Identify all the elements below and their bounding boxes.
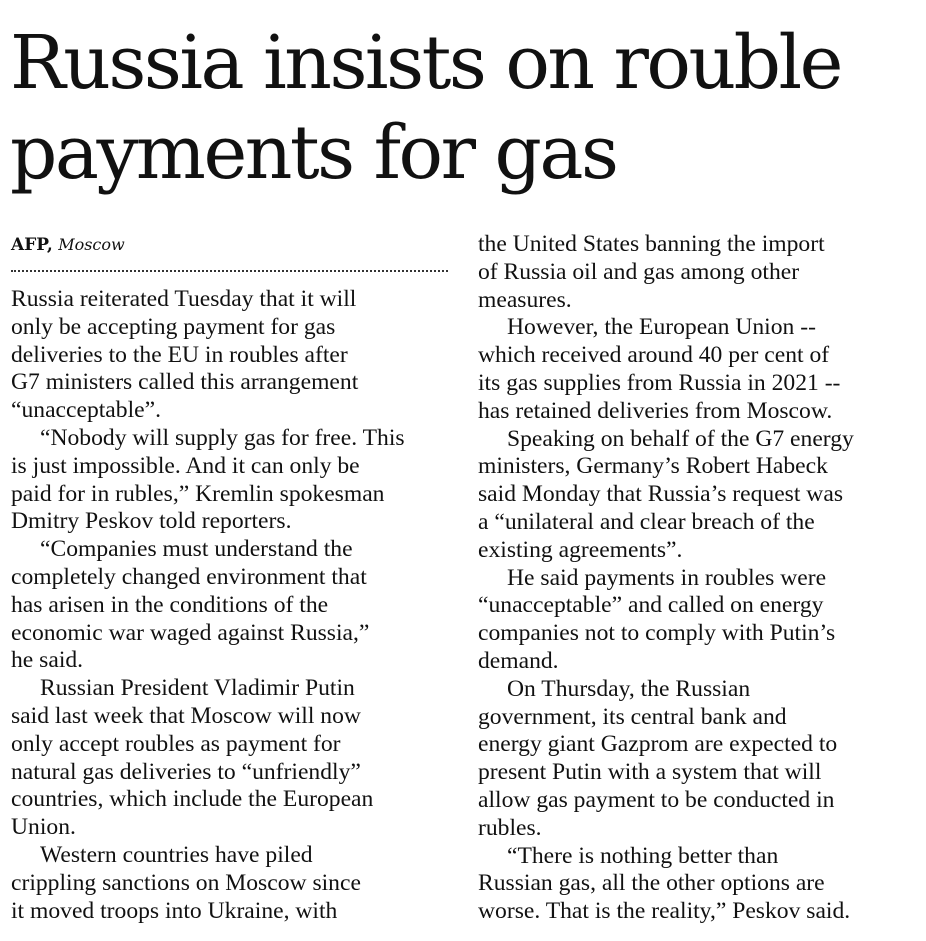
headline: Russia insists on rouble payments for gas bbox=[10, 20, 841, 196]
paragraph: Russian President Vladimir Putin said last week that Moscow will now only accept roubles as payment for natural gas deliveries to “unfriendly” countries, which include the European Union. bbox=[11, 675, 374, 841]
paragraph: However, the European Union -- which received around 40 per cent of its gas supplies from Russia in 2021 -- has retained deliveries from Moscow. bbox=[478, 314, 841, 424]
paragraph: Speaking on behalf of the G7 energy ministers, Germany’s Robert Habeck said Monday that Russia’s request was a “unilateral and clear breach of the existing agreements”. bbox=[478, 425, 854, 563]
paragraph: “Nobody will supply gas for free. This is just impossible. And it can only be paid for in rubles,” Kremlin spokesman Dmitry Peskov told reporters. bbox=[11, 424, 405, 535]
paragraph: “There is nothing better than Russian gas, all the other options are worse. That is the reality,” Peskov said. bbox=[478, 842, 851, 925]
paragraph: He said payments in roubles were “unacceptable” and called on energy companies not to comply with Putin’s demand. bbox=[478, 564, 836, 674]
paragraph: “Companies must understand the completely changed environment that has arisen in the conditions of the economic war waged against Russia,” he said. bbox=[11, 536, 370, 674]
byline-agency: AFP, bbox=[11, 235, 53, 255]
article-column-right bbox=[478, 231, 918, 926]
paragraph: Western countries have piled crippling sanctions on Moscow since it moved troops into Ukraine, with bbox=[11, 841, 361, 924]
byline-divider bbox=[11, 270, 448, 272]
paragraph: On Thursday, the Russian government, its central bank and energy giant Gazprom are expected to present Putin with a system that will allow gas payment to be conducted in rubles. bbox=[478, 675, 838, 841]
byline-location: Moscow bbox=[58, 235, 125, 254]
paragraph: the United States banning the import of Russia oil and gas among other measures. bbox=[478, 231, 825, 313]
paragraph: Russia reiterated Tuesday that it will only be accepting payment for gas deliveries to the EU in roubles after G7 ministers called this arrangement “unacceptable”. bbox=[11, 286, 359, 424]
byline bbox=[11, 233, 125, 257]
article-column-left bbox=[11, 286, 451, 925]
